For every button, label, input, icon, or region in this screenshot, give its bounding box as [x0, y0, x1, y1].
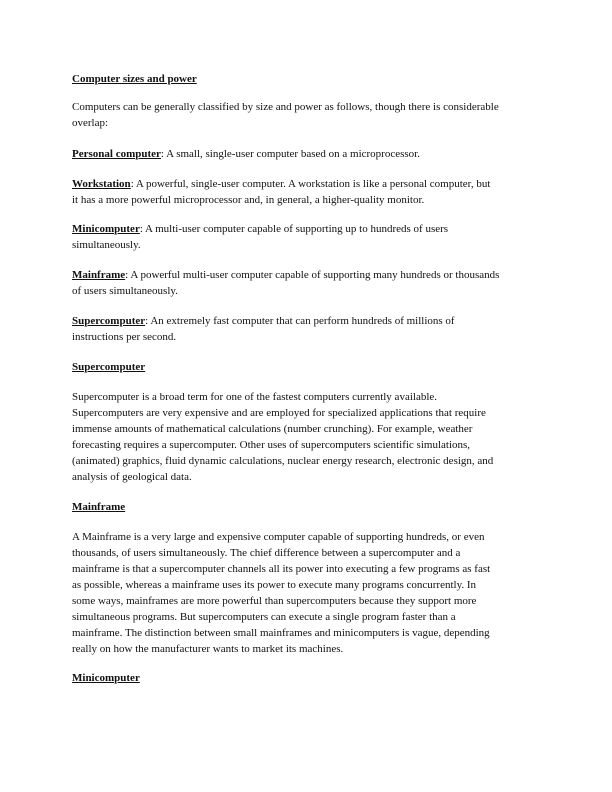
text-line: overlap:	[72, 117, 109, 129]
heading-minicomputer: Minicomputer	[72, 672, 140, 684]
term: Personal computer	[72, 148, 161, 160]
heading-supercomputer: Supercomputer	[72, 361, 146, 373]
mainframe-paragraph	[72, 529, 552, 657]
definition-text: : An extremely fast computer that can perform hundreds of millions of	[145, 315, 455, 327]
supercomputer-paragraph	[72, 389, 552, 485]
intro-paragraph	[72, 99, 552, 131]
text-line: forecasting requires a supercomputer. Other uses of supercomputers scientific simulations,	[72, 439, 471, 451]
text-line: thousands, of users simultaneously. The chief difference between a supercomputer and a	[72, 547, 461, 559]
definition-text: of users simultaneously.	[72, 285, 178, 297]
definition-supercomputer	[72, 313, 552, 345]
definition-text: it has a more powerful microprocessor and, in general, a higher-quality monitor.	[72, 194, 425, 206]
definition-text: : A powerful multi-user computer capable of supporting many hundreds or thousands	[125, 269, 500, 281]
text-line: mainframe is that a supercomputer channels all its power into executing a few programs as fast	[72, 563, 491, 575]
term: Supercomputer	[72, 315, 146, 327]
text-line: really on how the manufacturer wants to market its machines.	[72, 643, 344, 655]
text-line: analysis of geological data.	[72, 471, 192, 483]
text-line: Supercomputer is a broad term for one of the fastest computers currently available.	[72, 391, 438, 403]
text-line: A Mainframe is a very large and expensive computer capable of supporting hundreds, or even	[72, 531, 485, 543]
term: Mainframe	[72, 269, 126, 281]
definition-minicomputer	[72, 221, 552, 253]
definition-text: : A multi-user computer capable of supporting up to hundreds of users	[139, 223, 449, 235]
definition-text: : A small, single-user computer based on a microprocessor.	[160, 148, 420, 160]
term: Workstation	[72, 178, 131, 190]
text-line: mainframe. The distinction between small mainframes and minicomputers is vague, depending	[72, 627, 490, 639]
text-line: Computers can be generally classified by size and power as follows, though there is considerable	[72, 101, 499, 113]
term: Minicomputer	[72, 223, 140, 235]
text-line: Supercomputers are very expensive and are employed for specialized applications that require	[72, 407, 486, 419]
definition-mainframe	[72, 267, 552, 299]
text-line: immense amounts of mathematical calculations (number crunching). For example, weather	[72, 423, 473, 435]
definition-text: : A powerful, single-user computer. A workstation is like a personal computer, but	[130, 178, 491, 190]
text-line: simultaneous programs. But supercomputers can execute a single program faster than a	[72, 611, 456, 623]
heading-computer-sizes: Computer sizes and power	[72, 73, 197, 85]
text-line: some ways, mainframes are more powerful than supercomputers because they support more	[72, 595, 477, 607]
definition-text: simultaneously.	[72, 239, 141, 251]
heading-mainframe: Mainframe	[72, 501, 126, 513]
text-line: (animated) graphics, fluid dynamic calculations, nuclear energy research, electronic design, and	[72, 455, 494, 467]
text-line: as possible, whereas a mainframe uses its power to execute many programs concurrently. In	[72, 579, 477, 591]
definition-workstation	[72, 176, 552, 208]
definition-personal-computer	[72, 146, 552, 162]
definition-text: instructions per second.	[72, 331, 177, 343]
